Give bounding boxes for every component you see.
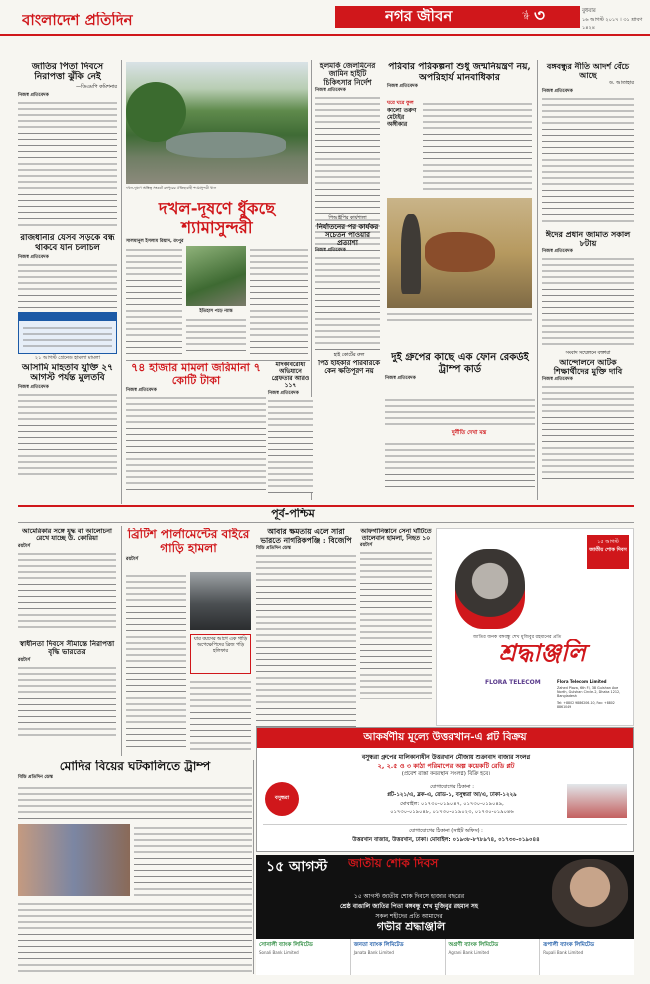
byline: নিজস্ব প্রতিবেদক	[542, 377, 573, 383]
feature-byline: সালমানুল ইসলাম রিয়াদ, রংপুর	[126, 239, 184, 244]
story-drug-drive-box	[268, 362, 313, 502]
body-text	[126, 572, 186, 752]
section-title: নগর জীবন	[385, 8, 453, 25]
cattle-photo	[387, 198, 532, 308]
kicker: পিআইপির কার্যশালা	[328, 216, 367, 221]
headline: নির্যাতনের পর কার্যকর সচেতন পাওয়ার প্রত্যাশা	[316, 223, 379, 248]
story-pip-workshop	[315, 215, 380, 355]
section-band	[335, 6, 580, 28]
headline: বঙ্গবন্ধুর নীতি আদর্শ বেঁচে আছে	[546, 62, 630, 81]
tribute-title: শ্রদ্ধাঞ্জলি	[498, 639, 586, 667]
headline: আফগানিস্তানে সেনা ঘাঁটিতে তালেবান হামলা, নিহত ১০	[360, 528, 432, 543]
plot-phone-1: মোবাইল: ০১৭৩০-০১৯০৪৭, ০১৭৩০-০১৯০৪৯,	[400, 801, 504, 807]
body-text	[542, 255, 634, 345]
body-text-2	[190, 678, 251, 752]
byline: বিডি প্রতিদিন ডেস্ক	[18, 774, 53, 780]
story-trump-card	[385, 352, 535, 502]
byline: নিজস্ব প্রতিবেদক	[542, 249, 573, 255]
story-students-release	[542, 350, 634, 500]
feature-body-2	[186, 316, 246, 356]
byline: রয়টার্স	[18, 543, 31, 549]
car-photo	[190, 572, 251, 630]
feature-headline: দখল-দূষণে ধুঁকছে শ্যামাসুন্দরী	[158, 200, 276, 237]
body-text	[385, 396, 535, 426]
body-text	[256, 552, 356, 732]
bank-sub: Sonali Bank Limited	[259, 950, 299, 955]
subheadline: —ডিএমপি কমিশনার	[76, 83, 117, 90]
bank-sub: Janata Bank Limited	[353, 950, 394, 955]
headline: মাদকবিরোধী অভিযানে গ্রেফতার আরও ১১৭	[271, 362, 310, 389]
story-india-border	[18, 640, 116, 750]
byline: নিজস্ব প্রতিবেদক	[18, 92, 49, 98]
day: বুধবার	[582, 8, 596, 14]
body-text	[542, 95, 634, 225]
ad-plot-sale	[256, 727, 634, 852]
body-text	[18, 99, 117, 229]
plot-photo	[567, 784, 627, 818]
body-text	[268, 397, 313, 493]
story-grenade-case	[18, 355, 117, 500]
uk-box	[190, 634, 251, 674]
mourning-line-1: ১৫ আগস্ট জাতীয় শোক দিবসে হাজার বছরের	[353, 893, 465, 900]
story-eid-jamaat	[542, 230, 634, 350]
story-modi-trump	[18, 760, 252, 974]
byline: রয়টার্স	[360, 543, 373, 549]
masthead	[0, 0, 650, 36]
page-number-badge	[520, 7, 564, 27]
mourning-line-3: সকল শহীদের প্রতি আমাদের	[375, 913, 443, 920]
byline: নিজস্ব প্রতিবেদক	[268, 390, 299, 396]
subheadline: ড. আতাহার	[609, 80, 634, 87]
plot-badge	[265, 782, 299, 816]
headline: আন্দোলনে আটক শিক্ষার্থীদের মুক্তি দাবি	[553, 358, 623, 377]
bank-logo-sonali	[256, 939, 351, 975]
kicker: হাই কোর্টের রুল	[333, 353, 365, 358]
story-traffic-fines	[126, 362, 266, 502]
body-text	[18, 664, 116, 738]
byline: নিজস্ব প্রতিবেদক	[126, 388, 157, 394]
bank-name: জনতা ব্যাংক লিমিটেড	[353, 942, 404, 948]
plot-badge-text: বসুন্ধরা	[274, 795, 290, 801]
tribute-badge	[587, 535, 629, 569]
label-flower: ঘরে ঘরে ফুল	[387, 100, 414, 106]
plot-office-address: প্লট-১২১/এ, ব্লক-এ, রোড-১, বসুন্ধরা আ/এ, ঢাকা-১২২৯	[387, 792, 517, 798]
plot-divider	[263, 824, 627, 825]
byline: রয়টার্স	[126, 556, 139, 562]
byline: নিজস্ব প্রতিবেদক	[542, 89, 573, 95]
headline: আসামি মাহতাব যুক্তি ২৭ আগস্ট পর্যন্ত মুলতবি	[22, 363, 113, 384]
company-address: Zahed Plaza, 6th Fl, 38 Gulshan Ave North, Gulshan Circle-2, Dhaka 1212, Bangladesh	[557, 686, 621, 699]
body-text-3	[18, 900, 252, 972]
story-bjp-register	[256, 528, 356, 754]
headline: স্বাধীনতা দিবসে সীমান্তে নিরাপত্তা বৃদ্ধি ভারতের	[19, 640, 115, 657]
ad-mourning-day	[256, 855, 634, 975]
column-rule	[537, 60, 538, 500]
section-banner-title: পূর্ব-পশ্চিম	[271, 508, 315, 520]
byline: রয়টার্স	[18, 657, 31, 663]
ad-small-header	[19, 313, 116, 321]
photo-water	[166, 132, 286, 158]
bank-sub: Agrani Bank Limited	[448, 950, 490, 955]
column-rule	[121, 526, 122, 756]
plot-phone-2: ০১৭৩০-০১৯০৪৮, ০১৭৩০-০১৯০২৩, ০১৭৩০-০১৯০৪৬	[390, 809, 514, 815]
feature-body-3	[250, 246, 308, 356]
side-headline: কালো তরুণ মেটাইর অঙ্গীকার	[387, 108, 417, 128]
story-us-korea	[18, 528, 116, 646]
bank-logo-rupali	[540, 939, 634, 975]
row-rule	[126, 360, 310, 361]
body-text	[18, 261, 117, 309]
plot-site-label: যোগাযোগের ঠিকানা (সাইট অফিস) :	[409, 828, 483, 834]
photo-caption: দখল-দূষণে অস্তিত্ব সংকটে রংপুরের ঐতিহ্যবাহী শ্যামাসুন্দরী খাল	[126, 186, 217, 190]
plot-line-2: ২, ২.৫ ও ৩ কাঠা পরিমাপের অল্প কয়েকটি রেডি প্লট	[377, 762, 515, 770]
tribute-label: জাতীয় শোক দিবস	[589, 547, 627, 553]
headline: পিঠ হাইকার পরিবারকে কেন ক্ষতিপূরণ নয়	[318, 360, 380, 375]
plot-office-label: যোগাযোগের ঠিকানা :	[430, 784, 474, 790]
plot-title: আকর্ষণীয় মূল্যে উত্তরখান-এ প্লট বিক্রয়	[363, 731, 527, 743]
mourning-tag: গভীর শ্রদ্ধাঞ্জলি	[376, 921, 446, 933]
byline: নিজস্ব প্রতিবেদক	[387, 84, 418, 90]
kicker: সংবাদ সম্মেলনে বক্তারা	[565, 351, 611, 356]
story-uk-parliament	[126, 528, 251, 754]
headline: ঈদের প্রধান জামাত সকাল ৮টায়	[545, 230, 631, 249]
headline: জাতির পিতা দিবসে নিরাপত্তা ঝুঁকি নেই	[31, 62, 104, 83]
headline: রাজধানীর যেসব সড়কে বন্ধ থাকবে যান চলাচল	[20, 234, 115, 253]
story-high-court	[315, 352, 383, 502]
body-text	[18, 784, 252, 820]
inset-label: ইতিহাস পড়ে ন্যান্ত	[199, 309, 233, 314]
portrait-sketch	[455, 549, 525, 629]
bank-sub: Rupali Bank Limited	[543, 950, 584, 955]
bank-name: সোনালী ব্যাংক লিমিটেড	[259, 942, 313, 948]
mourning-line-2: শ্রেষ্ঠ বাঙালি জাতির পিতা বঙ্গবন্ধু শেখ মুজিবুর রহমান সহ	[339, 903, 479, 910]
headline: ৭৪ হাজার মামলা জরিমানা ৭ কোটি টাকা	[131, 362, 261, 387]
story-afghan-attack	[360, 528, 432, 728]
story-bangabandhu-ideals	[542, 62, 634, 237]
ad-small-text	[23, 324, 112, 350]
uk-box-text: যার বয়সের আগে এক গাড়ি অপেক্ষেপিদের ব্রিজ পড়ি হলিফার	[193, 637, 248, 654]
byline: নিজস্ব প্রতিবেদক	[315, 88, 346, 94]
feature-body-1	[126, 246, 182, 356]
story-pm-day-security	[18, 62, 117, 237]
mourning-portrait	[552, 859, 628, 929]
inset-photo	[186, 246, 246, 306]
cattle-caption	[387, 310, 532, 324]
company-tel: Tel: +8802 9886206-10, Fax: +8802 8861049	[557, 701, 615, 709]
page-prefix: পৃষ্ঠা	[522, 10, 529, 20]
body-text	[423, 100, 532, 190]
body-text	[18, 550, 116, 628]
photo-foliage	[126, 82, 186, 142]
headline: মোদির বিয়ের ঘটকালিতে ট্রাম্প	[59, 760, 211, 773]
tribute-date: ১৫ আগস্ট	[597, 539, 619, 545]
story-family-planning	[387, 62, 532, 194]
company-sub: Flora Telecom Limited	[557, 679, 607, 684]
bank-name: রূপালী ব্যাংক লিমিটেড	[543, 942, 595, 948]
page-number: ৩	[534, 7, 546, 26]
tribute-subtitle: জাতির জনক বঙ্গবন্ধু শেখ মুজিবুর রহমানের প্রতি	[473, 635, 562, 640]
ad-small-box	[18, 312, 117, 354]
bank-logo-janata	[351, 939, 446, 975]
bank-name: অগ্রণী ব্যাংক লিমিটেড	[448, 942, 499, 948]
headline: পরিবার পরিকল্পনা শুধু জন্মনিয়ন্ত্রণ নয়, অপরিহার্য মানবাধিকার	[388, 62, 531, 83]
section-banner	[18, 505, 634, 523]
body-text-2	[385, 440, 535, 492]
headline: দুই গ্রুপের কাছে এক ফোন রেকর্ডই ট্রাম্প কার্ড	[391, 352, 529, 375]
body-text	[126, 394, 266, 494]
paper-logo: বাংলাদেশ প্রতিদিন	[22, 12, 133, 29]
company-logo: FLORA TELECOM	[485, 679, 541, 686]
plot-site-address: উত্তরখান বাজার, উত্তরখান, ঢাকা। মোবাইল: ০১৯৩৮-৮৭৮৯৭৪, ০১৭৩০-০১৯০৪৪	[352, 837, 540, 843]
plot-line-1: বসুন্ধরা গ্রুপের মালিকানাধীন উত্তরখান মৌজায় শুক্রাবাদ বাজার সংলগ্ন	[361, 754, 531, 761]
trump-photo	[18, 824, 130, 896]
headline: হলমার্ক জেলমিনের জামিন হাইটি চিকিৎসার নির্দেশ	[319, 62, 376, 87]
plot-title-band	[257, 728, 633, 748]
body-text	[315, 254, 380, 350]
ad-flora-tribute	[436, 528, 634, 726]
kicker: ২১ আগস্ট গ্রেনেড হামলা মামলা	[34, 355, 101, 361]
bank-strip	[256, 939, 634, 975]
byline: নিজস্ব প্রতিবেদক	[385, 376, 416, 381]
body-text-2	[134, 824, 252, 896]
byline: নিজস্ব প্রতিবেদক	[18, 384, 49, 390]
byline: নিজস্ব প্রতিবেদক	[18, 254, 49, 260]
column-rule	[253, 760, 254, 974]
photo-animal	[425, 232, 495, 272]
body-text	[18, 391, 117, 479]
byline: নিজস্ব প্রতিবেদক	[315, 248, 346, 254]
body-text	[360, 549, 432, 699]
label: দুর্নীতি দেখা মন্ত্র	[451, 430, 487, 436]
body-text	[542, 383, 634, 483]
canal-photo	[126, 62, 308, 184]
byline: বিডি প্রতিদিন ডেস্ক	[256, 546, 291, 552]
headline: আমেরিকার সঙ্গে যুদ্ধ বা আলোচনা রেখে যাচ্ছে উ. কোরিয়া	[22, 528, 112, 543]
headline: আবার ক্ষমতায় এলে সারা ভারতে নাগরিকপঞ্জি : বিজেপি	[260, 528, 352, 545]
plot-line-3: (প্রবেশ রাস্তা কবরস্থান সংলগ্ন) বিক্রি হবে।	[401, 771, 491, 777]
column-rule	[121, 60, 122, 504]
headline: ব্রিটিশ পার্লামেন্টের বাইরে গাড়ি হামলা	[127, 528, 250, 555]
date-line: ১৬ আগস্ট ২০১৭ । ৩১ শ্রাবণ ১৪২৪	[582, 17, 643, 31]
mourning-title: জাতীয় শোক দিবস	[348, 857, 439, 870]
bank-logo-agrani	[446, 939, 541, 975]
mourning-date: ১৫ আগস্ট	[266, 859, 328, 875]
photo-person	[401, 214, 421, 294]
